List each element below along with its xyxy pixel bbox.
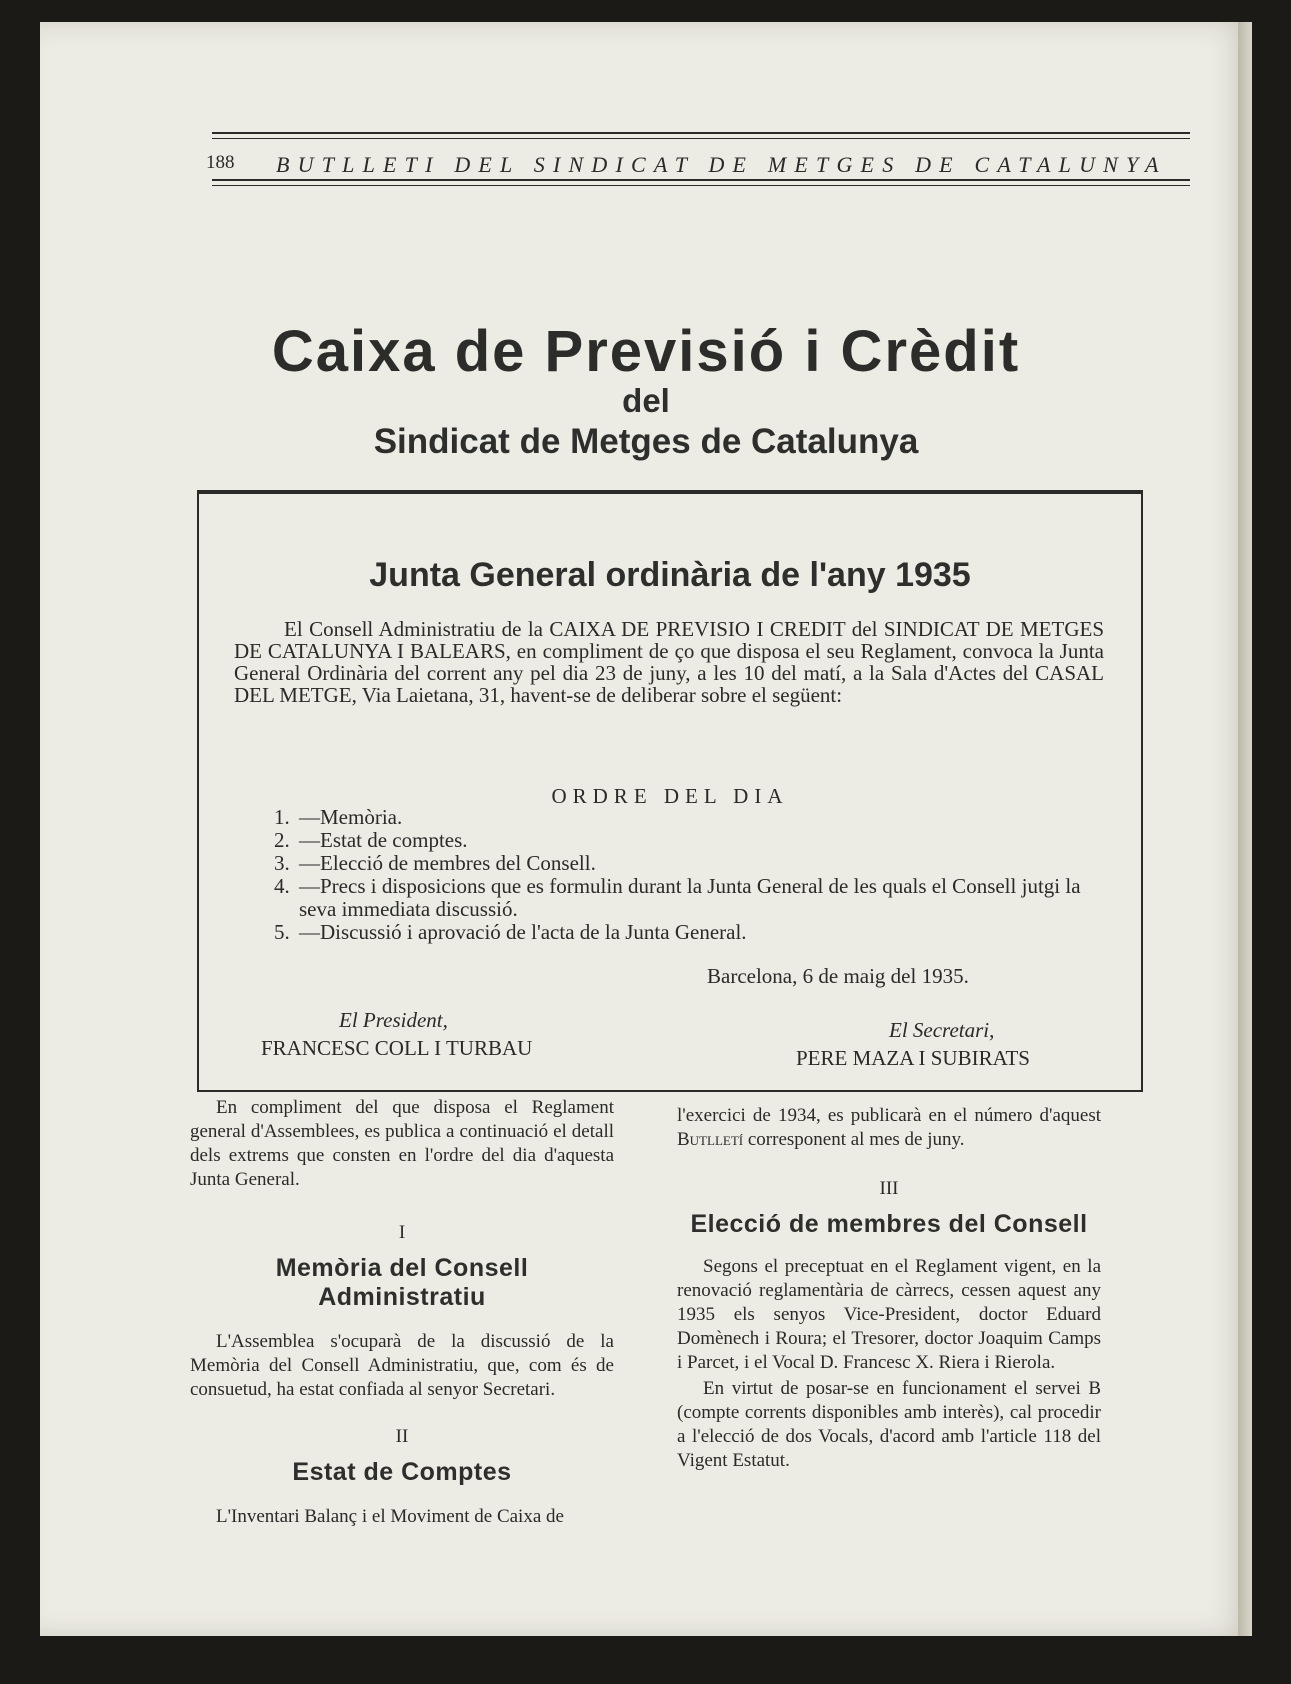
header-rule-top-thin	[212, 138, 1190, 139]
header-rule-top	[212, 132, 1190, 134]
agenda-item-number: 2.	[274, 828, 290, 852]
notice-box	[197, 490, 1143, 1092]
agenda-item-number: 5.	[274, 920, 290, 944]
section-text-comptes: L'Inventari Balanç i el Moviment de Caixa de	[216, 1506, 564, 1527]
title-del: del	[622, 382, 670, 419]
agenda-item-text: —Precs i disposicions que es formulin durant la Junta General de les quals el Consell jutgi la seva immediata discussió.	[299, 874, 1081, 921]
agenda-item	[274, 875, 1094, 921]
agenda-item-number: 4.	[274, 874, 290, 898]
agenda-item	[274, 921, 1094, 944]
header-rule-bottom	[212, 179, 1190, 181]
section-title-memoria: Memòria del Consell Administratiu	[275, 1254, 529, 1311]
journal-title: BUTLLETI DEL SINDICAT DE METGES DE CATALUNYA	[276, 152, 1167, 177]
agenda-item-number: 1.	[274, 805, 290, 829]
section-text-eleccio-1: Segons el preceptuat en el Reglament vigent, en la renovació reglamentària de càrrecs, cessen aquest any 1935 els senyos Vice-President, doctor Eduard Domènech i Roura; el Tresorer, doctor Joaquim Camps i Parcet, i el Vocal D. Francesc X. Riera i Rierola.	[677, 1256, 1101, 1373]
secretary-name: PERE MAZA I SUBIRATS	[796, 1046, 1030, 1070]
page-spine-shadow	[1238, 22, 1252, 1636]
main-title: Caixa de Previsió i Crèdit	[271, 319, 1021, 384]
secretary-role: El Secretari,	[889, 1018, 995, 1042]
agenda-item	[274, 829, 1094, 852]
section-text-eleccio-2: En virtut de posar-se en funcionament el servei B (compte corrents disponibles amb interès), cal procedir a l'elecció de dos Vocals, d'acord amb l'article 118 del Vigent Estatut.	[677, 1378, 1101, 1471]
section-number-1: I	[398, 1222, 406, 1243]
agenda-item-text: —Elecció de membres del Consell.	[299, 851, 596, 875]
agenda-item-text: —Discussió i aprovació de l'acta de la Junta General.	[299, 920, 747, 944]
agenda-list	[274, 806, 1094, 944]
president-role: El President,	[339, 1008, 448, 1032]
continuation-text-a: l'exercici de 1934, es publicarà en el número d'aquest	[677, 1105, 1101, 1126]
page-sheet	[40, 22, 1252, 1636]
butlleti-smallcaps: Butlletí	[677, 1129, 744, 1150]
section-text-memoria: L'Assemblea s'ocuparà de la discussió de la Memòria del Consell Administratiu, que, com és de consuetud, ha estat confiada al senyor Secretari.	[190, 1331, 614, 1400]
subtitle: Sindicat de Metges de Catalunya	[373, 422, 919, 461]
agenda-item-text: —Memòria.	[299, 805, 403, 829]
agenda-item	[274, 852, 1094, 875]
intro-paragraph: En compliment del que disposa el Reglament general d'Assemblees, es publica a continuació el detall dels extrems que consten en l'ordre del dia d'aquesta Junta General.	[190, 1097, 614, 1190]
president-name: FRANCESC COLL I TURBAU	[261, 1036, 533, 1060]
section-title-eleccio: Elecció de membres del Consell	[690, 1210, 1088, 1238]
agenda-item	[274, 806, 1094, 829]
notice-date: Barcelona, 6 de maig del 1935.	[707, 964, 969, 988]
agenda-item-text: —Estat de comptes.	[299, 828, 468, 852]
ordre-del-dia-title: ORDRE DEL DIA	[551, 784, 789, 808]
continuation-paragraph	[677, 1104, 1101, 1152]
left-column	[190, 1096, 614, 1529]
section-number-3: III	[879, 1178, 899, 1199]
right-column	[677, 1104, 1101, 1473]
header-rule-bottom-thin	[212, 185, 1190, 186]
notice-paragraph: El Consell Administratiu de la CAIXA DE PREVISIO I CREDIT del SINDICAT DE METGES DE CATALUNYA I BALEARS, en compliment de ço que disposa el seu Reglament, convoca la Junta General Ordinària del corrent any pel dia 23 de juny, a les 10 del matí, a la Sala d'Actes del CASAL DEL METGE, Via Laietana, 31, havent-se de deliberar sobre el següent:	[234, 617, 1104, 707]
continuation-text-b: corresponent al mes de juny.	[747, 1129, 965, 1150]
agenda-item-number: 3.	[274, 851, 290, 875]
notice-heading: Junta General ordinària de l'any 1935	[369, 556, 971, 594]
page-number: 188	[206, 152, 235, 173]
section-number-2: II	[395, 1426, 409, 1447]
section-title-comptes: Estat de Comptes	[292, 1458, 512, 1486]
